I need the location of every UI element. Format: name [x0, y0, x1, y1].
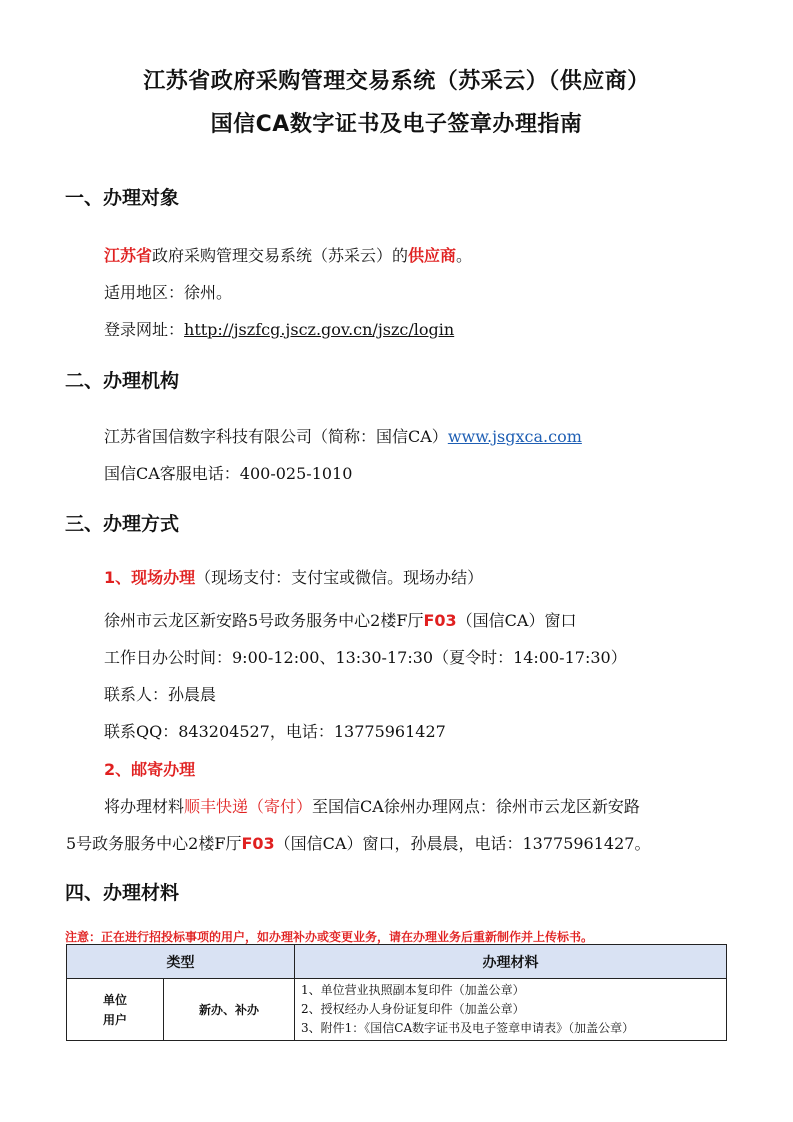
method-mail-title — [104, 757, 195, 780]
materials-table — [66, 944, 727, 1041]
method-onsite-note: （现场支付：支付宝或微信。现场办结） — [195, 568, 484, 587]
mail-text-b: 至国信CA徐州办理网点：徐州市云龙区新安路 — [312, 797, 640, 816]
material-item: 3、附件1：《国信CA数字证书及电子签章申请表》（加盖公章） — [301, 1021, 635, 1035]
header-type: 类型 — [67, 945, 295, 979]
agency-website-link[interactable]: www.jsgxca.com — [447, 427, 582, 446]
section-heading-materials: 四、办理材料 — [65, 882, 180, 904]
user-type-line2: 用户 — [102, 1012, 127, 1027]
address-text: 徐州市云龙区新安路5号政务服务中心2楼F厅 — [104, 611, 424, 630]
mail-instructions-line1 — [104, 794, 640, 817]
table-row — [67, 979, 727, 1041]
login-url-link[interactable]: http://jszfcg.jscz.gov.cn/jszc/login — [184, 320, 455, 339]
target-end: 。 — [456, 246, 473, 265]
contact-qq-phone: 联系QQ：843204527，电话：13775961427 — [104, 722, 446, 741]
method-onsite-title: 1、现场办理 — [104, 568, 196, 587]
agency-line — [104, 424, 582, 447]
mail2-text-a: 5号政务服务中心2楼F厅 — [66, 834, 242, 853]
province-highlight: 江苏省 — [104, 246, 153, 265]
mail2-text-b: （国信CA）窗口，孙晨晨，电话：13775961427。 — [274, 834, 651, 853]
mail-text-a: 将办理材料 — [104, 797, 185, 816]
supplier-highlight: 供应商 — [408, 246, 457, 265]
doc-title-line2: 国信CA数字证书及电子签章办理指南 — [210, 112, 583, 137]
business-type-cell: 新办、补办 — [164, 979, 295, 1041]
method-mail-label: 2、邮寄办理 — [104, 760, 196, 779]
office-hours: 工作日办公时间：9:00-12:00、13:30-17:30（夏令时：14:00-17:30） — [104, 648, 627, 667]
section-heading-agency: 二、办理机构 — [65, 370, 180, 392]
service-phone: 国信CA客服电话：400-025-1010 — [104, 464, 353, 483]
window-code: F03 — [423, 611, 457, 630]
user-type-cell — [67, 979, 164, 1041]
address-window: （国信CA）窗口 — [456, 611, 577, 630]
onsite-address — [104, 608, 576, 631]
applicable-region: 适用地区：徐州。 — [104, 283, 233, 302]
contact-person: 联系人：孙晨晨 — [104, 685, 217, 704]
doc-title-line1: 江苏省政府采购管理交易系统（苏采云）（供应商） — [143, 69, 650, 94]
materials-cell — [295, 979, 727, 1041]
material-item: 2、授权经办人身份证复印件（加盖公章） — [301, 1002, 525, 1016]
header-materials: 办理材料 — [295, 945, 727, 979]
agency-name: 江苏省国信数字科技有限公司（简称：国信CA） — [104, 427, 448, 446]
user-type-line1: 单位 — [102, 992, 127, 1007]
courier-highlight: 顺丰快递（寄付） — [184, 797, 313, 816]
target-description — [104, 243, 472, 266]
material-item: 1、单位营业执照副本复印件（加盖公章） — [301, 983, 525, 997]
section-heading-method: 三、办理方式 — [65, 513, 180, 535]
materials-notice: 注意：正在进行招投标事项的用户，如办理补办或变更业务，请在办理业务后重新制作并上传标书。 — [65, 930, 594, 944]
target-text: 政府采购管理交易系统（苏采云）的 — [152, 246, 409, 265]
mail-window-code: F03 — [241, 834, 275, 853]
login-line — [104, 317, 454, 340]
section-heading-target: 一、办理对象 — [65, 187, 180, 209]
mail-instructions-line2 — [66, 831, 650, 854]
login-label: 登录网址： — [104, 320, 185, 339]
table-header-row — [67, 945, 727, 979]
method-onsite-line — [104, 565, 483, 588]
